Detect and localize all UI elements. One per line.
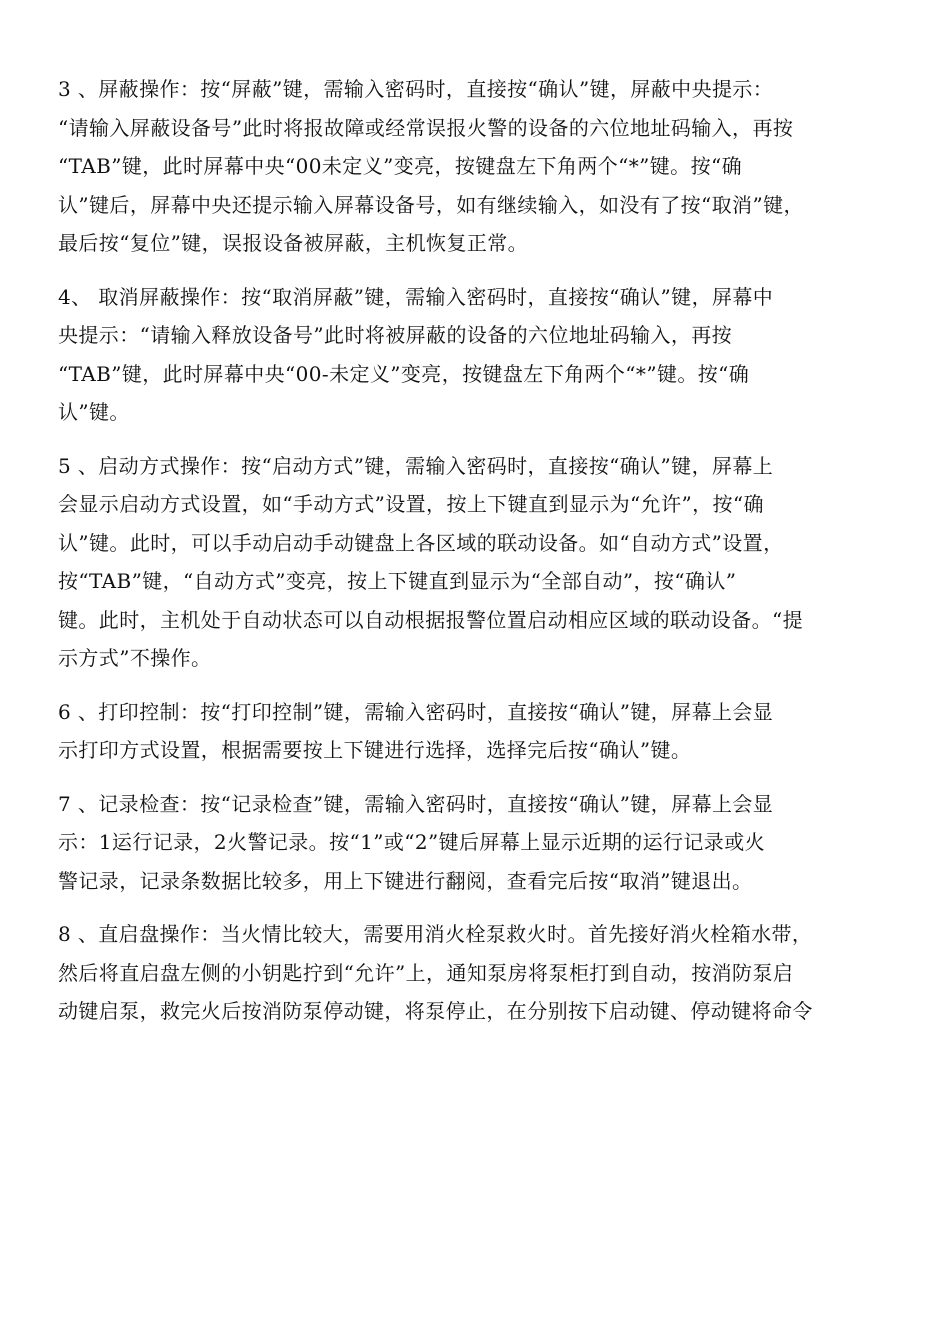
paragraph-unshield-operation	[58, 278, 894, 432]
text-line: 认”键。此时，可以手动启动手动键盘上各区域的联动设备。如“自动方式”设置，	[58, 530, 784, 555]
text-line: 警记录，记录条数据比较多，用上下键进行翻阅，查看完后按“取消”键退出。	[58, 868, 753, 893]
text-line: “TAB”键，此时屏幕中央“00未定义”变亮，按键盘左下角两个“*”键。按“确	[58, 154, 743, 178]
text-line: 示：1运行记录，2火警记录。按“1”或“2”键后屏幕上显示近期的运行记录或火	[58, 830, 765, 854]
text-line: 然后将直启盘左侧的小钥匙拧到“允许”上，通知泵房将泵柜打到自动，按消防泵启	[58, 960, 794, 985]
text-line: 按“TAB”键，“自动方式”变亮，按上下键直到显示为“全部自动”，按“确认”	[58, 569, 737, 593]
text-line: 7 、记录检查：按“记录检查”键，需输入密码时，直接按“确认”键，屏幕上会显	[58, 791, 774, 816]
text-line: 动键启泵，救完火后按消防泵停动键，将泵停止，在分别按下启动键、停动键将命令	[58, 999, 813, 1023]
text-line: “TAB”键，此时屏幕中央“00-未定义”变亮，按键盘左下角两个“*”键。按“确	[58, 361, 750, 386]
paragraph-shield-operation	[58, 70, 894, 263]
text-line: 示打印方式设置，根据需要按上下键进行选择，选择完后按“确认”键。	[58, 738, 692, 762]
paragraph-record-check	[58, 785, 894, 901]
text-line: 最后按“复位”键，误报设备被屏蔽，主机恢复正常。	[58, 231, 529, 255]
document-page	[58, 70, 894, 1046]
text-line: 6 、打印控制：按“打印控制”键，需输入密码时，直接按“确认”键，屏幕上会显	[58, 699, 774, 724]
text-line: 认”键后，屏幕中央还提示输入屏幕设备号，如有继续输入，如没有了按“取消”键，	[58, 192, 804, 217]
text-line: 8 、直启盘操作：当火情比较大，需要用消火栓泵救火时。首先接好消火栓箱水带，	[58, 922, 813, 946]
text-line: 5 、启动方式操作：按“启动方式”键，需输入密码时，直接按“确认”键，屏幕上	[58, 453, 774, 478]
text-line: 示方式”不操作。	[58, 646, 212, 670]
text-line: 键。此时，主机处于自动状态可以自动根据报警位置启动相应区域的联动设备。“提	[58, 607, 804, 632]
paragraph-print-control	[58, 693, 894, 770]
paragraph-start-mode-operation	[58, 447, 894, 678]
text-line: 认”键。	[58, 400, 130, 424]
paragraph-direct-start-panel	[58, 915, 894, 1031]
text-line: 3 、屏蔽操作：按“屏蔽”键，需输入密码时，直接按“确认”键，屏蔽中央提示：	[58, 77, 774, 101]
text-line: 4、 取消屏蔽操作：按“取消屏蔽”键，需输入密码时，直接按“确认”键，屏幕中	[58, 284, 774, 309]
text-line: 会显示启动方式设置，如“手动方式”设置，按上下键直到显示为“允许”，按“确	[58, 492, 764, 516]
text-line: 央提示：“请输入释放设备号”此时将被屏蔽的设备的六位地址码输入，再按	[58, 323, 733, 347]
text-line: “请输入屏蔽设备号”此时将报故障或经常误报火警的设备的六位地址码输入，再按	[58, 115, 794, 140]
